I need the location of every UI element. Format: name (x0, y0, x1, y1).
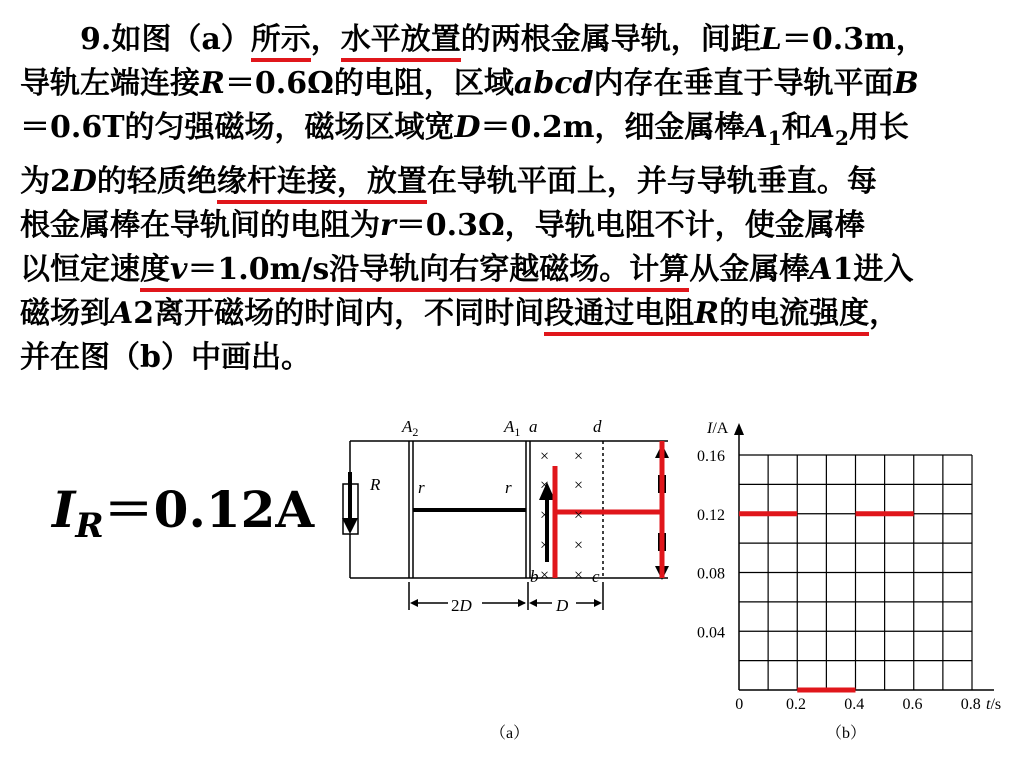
text-run: D (70, 164, 97, 199)
label-d: d (593, 417, 602, 436)
text-run: r (380, 208, 396, 243)
arrowhead (410, 599, 418, 607)
text-run: A (744, 110, 768, 145)
text-run: A (809, 252, 833, 287)
y-tick-label: 0.08 (697, 565, 725, 583)
text-run: ＝0.6Ω的电阻，区域 (224, 66, 514, 101)
field-cross: × (540, 567, 550, 584)
red-highlights (555, 441, 662, 578)
label-c: c (592, 567, 600, 586)
answer-subscript: R (75, 506, 104, 546)
label-b: b (530, 567, 539, 586)
x-tick-label: 0.2 (786, 696, 806, 713)
field-cross: × (574, 537, 584, 554)
text-run: 缘杆连接，放置 (217, 164, 427, 204)
text-run: v (170, 252, 187, 292)
text-run: 2离开磁场的时间内，不同时间 (133, 296, 545, 331)
text-run: 的电流强度 (719, 296, 869, 336)
y-tick-label: 0.04 (697, 624, 725, 642)
label-r-2: r (505, 478, 512, 497)
arrowhead (594, 599, 602, 607)
label-a: a (529, 417, 538, 436)
label-A1: $A_1$ (504, 417, 521, 439)
text-run: ， (310, 22, 341, 57)
text-run: 水平放置 (341, 22, 461, 62)
text-run: ＝0.3Ω，导轨电阻不计，使金属棒 (395, 208, 865, 243)
text-run: 1进入 (832, 252, 914, 287)
text-run: 以恒定速 (20, 252, 140, 287)
label-2D: 2D (451, 596, 472, 615)
x-tick-label: 0.8 (960, 696, 981, 713)
text-run: 1 (767, 126, 782, 150)
text-run: 的两根金属导轨，间距 (460, 22, 761, 57)
text-run: D (454, 110, 481, 145)
answer-symbol: I (52, 480, 76, 539)
answer-value: ＝0.12A (103, 480, 315, 539)
text-run: ＝0.2m，细金属棒 (480, 110, 745, 145)
text-run: ＝1.0m/s沿导轨向右穿越磁场。计算 (187, 252, 689, 292)
arrowhead (529, 599, 537, 607)
text-run: 和 (781, 110, 812, 145)
label-r-1: r (418, 478, 425, 497)
y-axis-arrowhead (734, 423, 744, 435)
x-tick-label: 0 (735, 696, 744, 713)
field-cross: × (540, 477, 550, 494)
text-run: 的轻质绝 (96, 164, 217, 199)
text-run: R (200, 66, 225, 101)
text-run: 内存在垂直于导轨平面 (593, 66, 894, 101)
caption-b: （b） (826, 725, 867, 742)
text-run: 所示 (251, 22, 311, 62)
x-tick-label: 0.6 (902, 696, 923, 713)
figure-a-circuit (343, 441, 668, 610)
label-D: D (556, 596, 569, 615)
magnetic-field-crosses (540, 448, 583, 584)
figure-a-labels (369, 417, 602, 615)
text-run: 导轨左端连接 (20, 66, 200, 101)
y-axis-label: I/A (707, 420, 729, 437)
text-run: 2 (834, 126, 849, 150)
text-run: 根金属棒在导轨间的电阻为 (20, 208, 380, 243)
figure-b-chart (697, 420, 1001, 742)
field-cross: × (574, 448, 584, 465)
text-run: 从金属棒 (689, 252, 810, 287)
text-run: L (760, 22, 782, 57)
field-cross: × (540, 448, 550, 465)
field-cross: × (574, 507, 584, 524)
y-tick-label: 0.12 (697, 506, 725, 524)
text-run: A (110, 296, 134, 331)
text-run: 在导轨平面上，并与导轨垂直。每 (426, 164, 877, 199)
arrowhead (518, 599, 526, 607)
text-run: ， (869, 296, 900, 331)
label-A2: $A_2$ (402, 417, 419, 439)
text-run: B (893, 66, 919, 101)
text-run: 如图（ (111, 22, 202, 57)
text-run: ＝0.6T的匀强磁场，磁场区域宽 (20, 110, 455, 145)
field-cross: × (574, 567, 584, 584)
field-cross: × (574, 477, 584, 494)
y-tick-label: 0.16 (697, 448, 725, 465)
text-run: 用长 (848, 110, 909, 145)
text-run: 9. (80, 22, 112, 57)
text-run: A (811, 110, 835, 145)
x-tick-label: 0.4 (844, 696, 865, 713)
field-cross: × (540, 537, 550, 554)
text-run: 度 (140, 252, 170, 292)
text-run: a (201, 22, 221, 57)
text-run: 磁场到 (20, 296, 110, 331)
text-run: abcd (513, 66, 594, 101)
text-run: ＝0.3m， (781, 22, 926, 57)
text-run: R (694, 296, 719, 336)
text-run: 并在图（b）中画出。 (20, 340, 311, 375)
label-R: R (370, 475, 381, 494)
x-axis-label: t/s (986, 696, 1002, 713)
field-cross: × (540, 507, 550, 524)
text-run: ） (220, 22, 251, 57)
caption-a: （a） (490, 725, 530, 742)
text-run: 为2 (20, 164, 71, 199)
text-run: 段通过电阻 (544, 296, 694, 336)
